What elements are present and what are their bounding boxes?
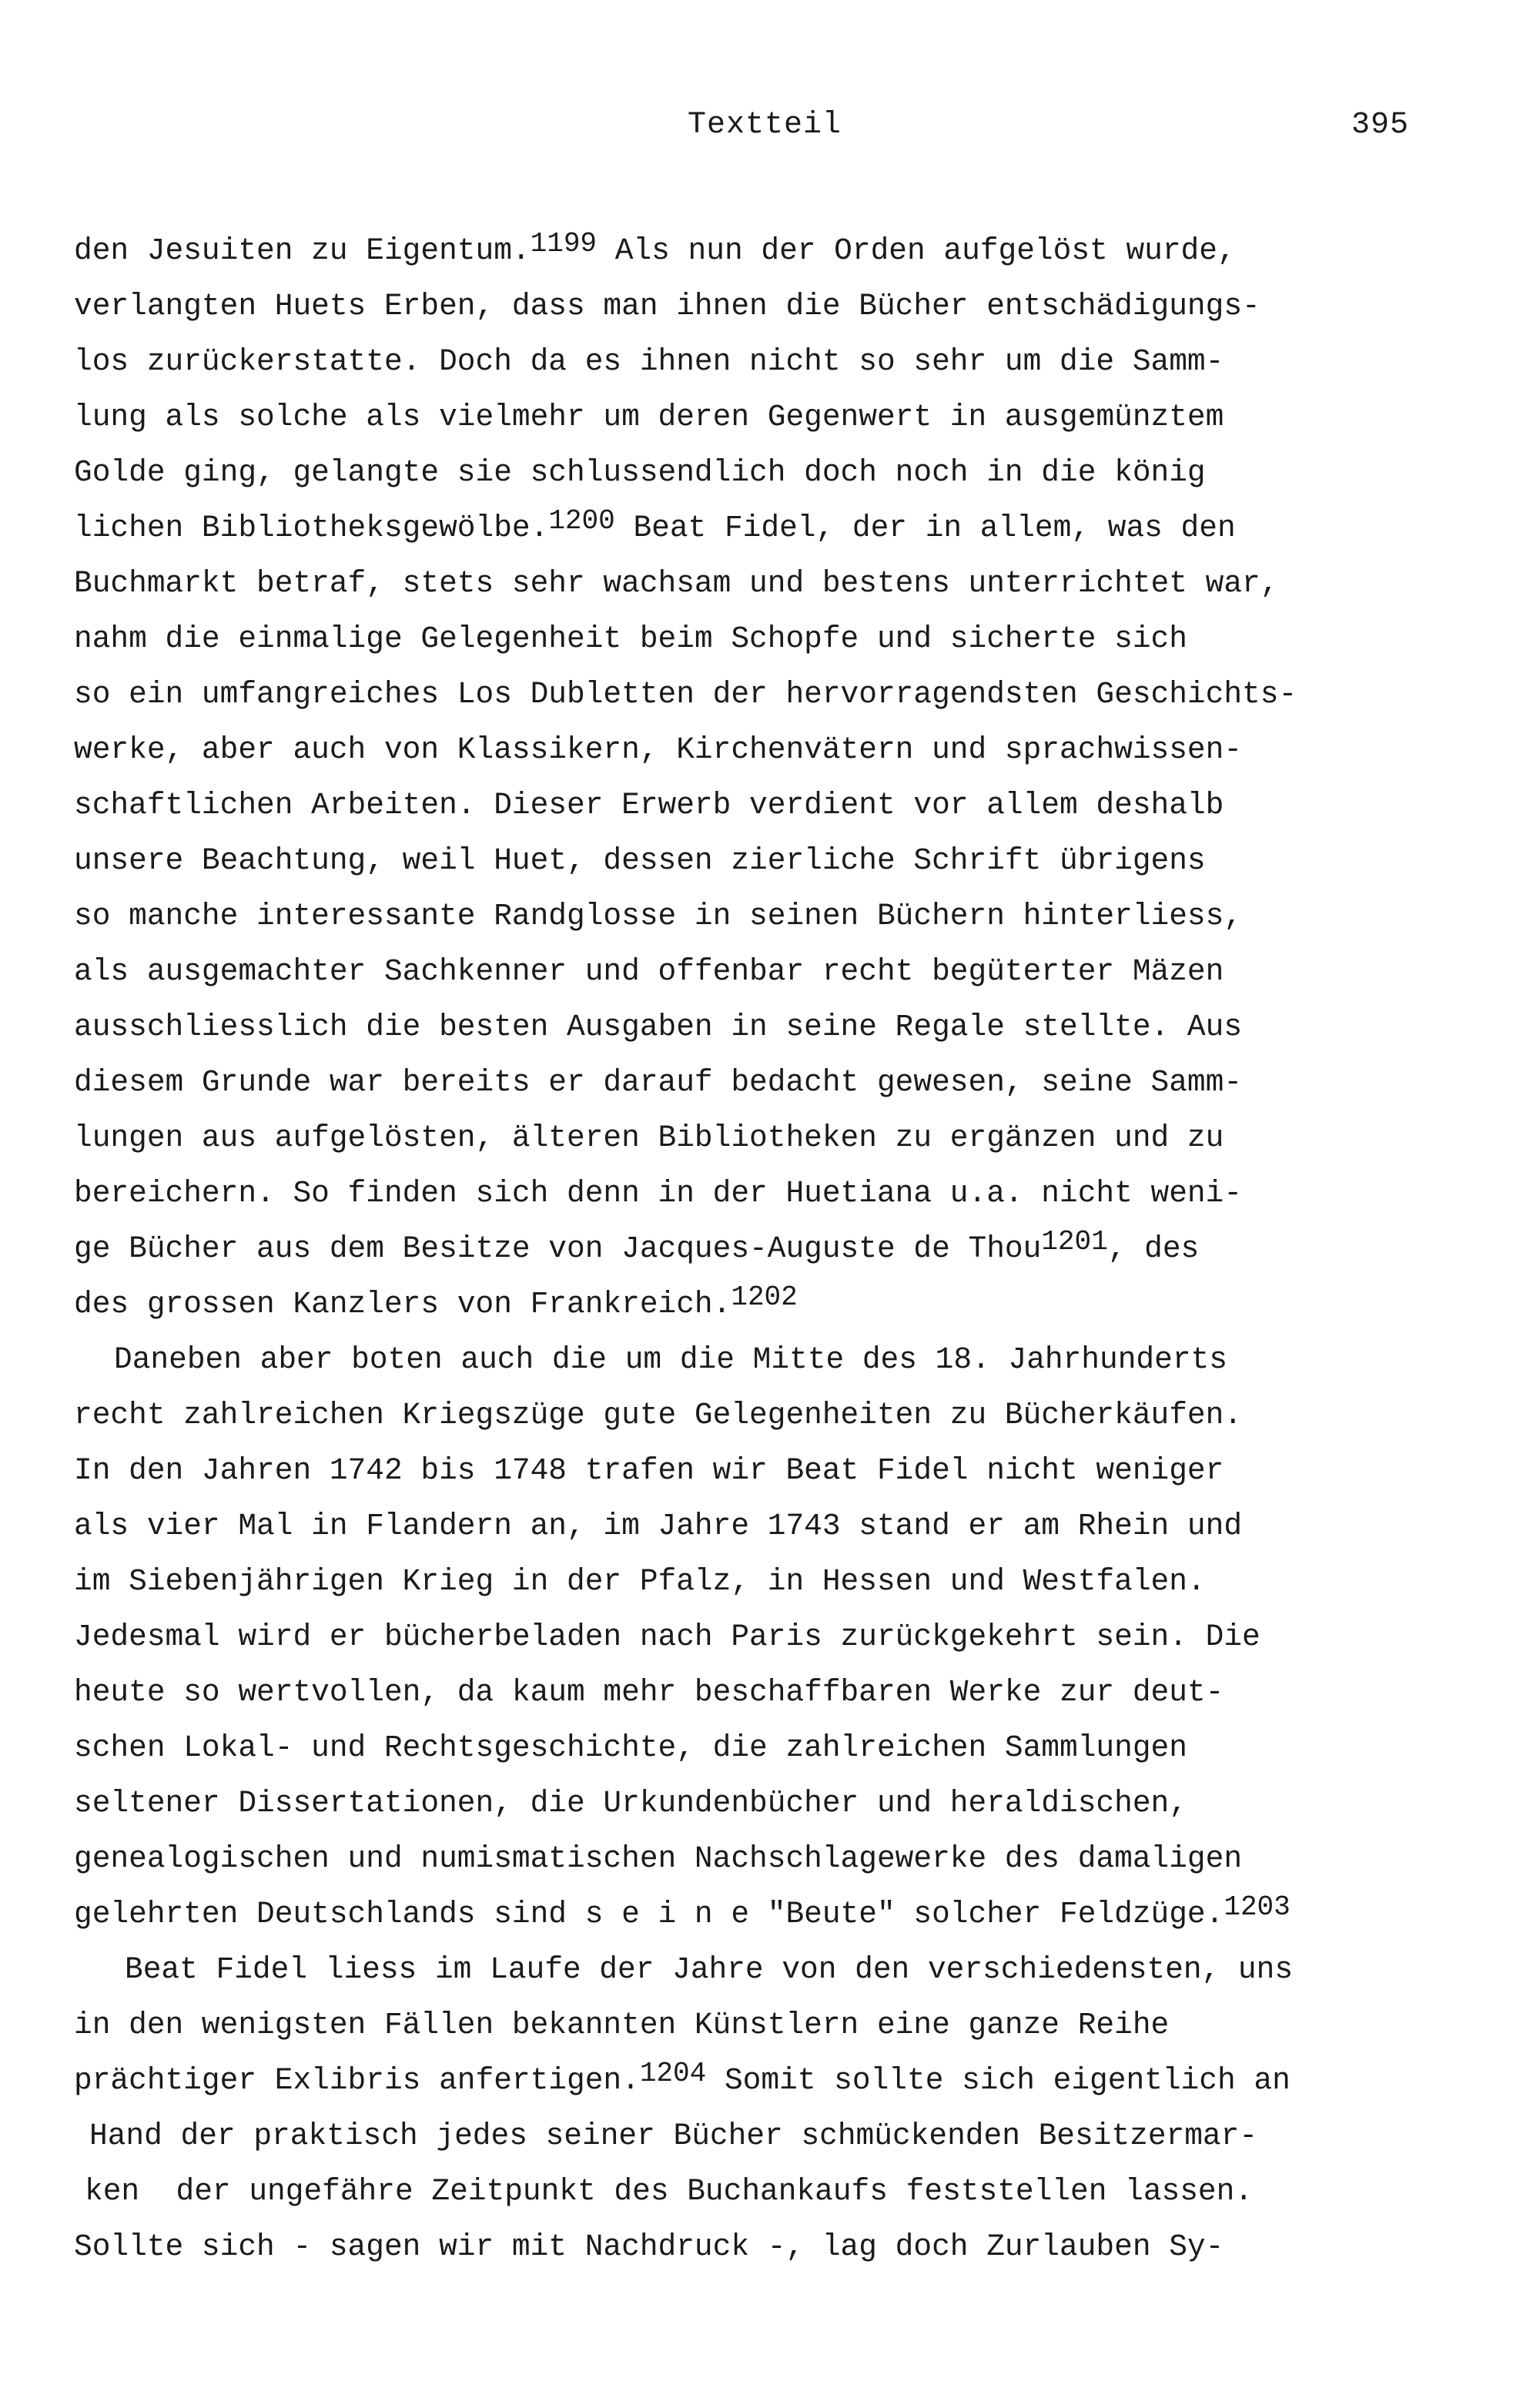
footnote-marker: 1200 xyxy=(548,505,615,537)
line-text: verlangten Huets Erben, dass man ihnen die Bücher entschädigungs- xyxy=(74,289,1260,323)
line-text: Beat Fidel liess im Laufe der Jahre von den verschiedensten, uns xyxy=(125,1952,1294,1987)
text-line xyxy=(74,1332,1506,1388)
line-text: Beat Fidel, der in allem, was den xyxy=(614,511,1236,545)
text-line xyxy=(74,1776,1506,1831)
line-text: so ein umfangreiches Los Dubletten der hervorragendsten Geschichts- xyxy=(74,677,1297,712)
text-line xyxy=(74,1110,1506,1166)
text-line xyxy=(74,611,1506,667)
line-text: nahm die einmalige Gelegenheit beim Schopfe und sicherte sich xyxy=(74,621,1187,656)
text-line xyxy=(74,1554,1506,1610)
line-text: ausschliesslich die besten Ausgaben in seine Regale stellte. Aus xyxy=(74,1010,1243,1044)
line-text: werke, aber auch von Klassikern, Kirchenvätern und sprachwissen- xyxy=(74,732,1243,767)
text-line xyxy=(74,2109,1506,2164)
text-line xyxy=(74,279,1506,334)
line-text: des grossen Kanzlers von Frankreich. xyxy=(74,1287,732,1321)
text-line xyxy=(74,1443,1506,1499)
text-line xyxy=(74,1610,1506,1665)
line-text: los zurückerstatte. Doch da es ihnen nicht so sehr um die Samm- xyxy=(74,344,1224,379)
line-text: heute so wertvollen, da kaum mehr beschaffbaren Werke zur deut- xyxy=(74,1675,1224,1710)
text-line xyxy=(74,1000,1506,1055)
line-text: Buchmarkt betraf, stets sehr wachsam und bestens unterrichtet war, xyxy=(74,566,1279,601)
text-line xyxy=(74,1499,1506,1554)
line-text: Als nun der Orden aufgelöst wurde, xyxy=(597,233,1236,268)
line-text: so manche interessante Randglosse in seinen Büchern hinterliess, xyxy=(74,899,1243,933)
page-number: 395 xyxy=(1351,108,1410,142)
line-text: prächtiger Exlibris anfertigen. xyxy=(74,2063,640,2098)
footnote-marker: 1204 xyxy=(639,2058,707,2089)
line-text: Daneben aber boten auch die um die Mitte des 18. Jahrhunderts xyxy=(114,1342,1227,1377)
line-text: lungen aus aufgelösten, älteren Bibliotheken zu ergänzen und zu xyxy=(74,1120,1224,1155)
line-text: bereichern. So finden sich denn in der Huetiana u.a. nicht weni- xyxy=(74,1176,1243,1211)
line-text: genealogischen und numismatischen Nachschlagewerke des damaligen xyxy=(74,1841,1243,1876)
text-line xyxy=(74,944,1506,1000)
text-line xyxy=(74,2219,1506,2275)
line-text: recht zahlreichen Kriegszüge gute Gelegenheiten zu Bücherkäufen. xyxy=(74,1398,1243,1432)
footnote-marker: 1202 xyxy=(731,1281,798,1313)
text-line xyxy=(74,833,1506,889)
text-line xyxy=(74,334,1506,390)
text-line xyxy=(74,1221,1506,1277)
footnote-marker: 1201 xyxy=(1041,1226,1108,1258)
running-header: Textteil xyxy=(687,108,842,142)
footnote-marker: 1203 xyxy=(1224,1891,1291,1923)
line-text: ken der ungefähre Zeitpunkt des Buchankaufs feststellen lassen. xyxy=(85,2174,1254,2209)
line-text: den Jesuiten zu Eigentum. xyxy=(74,233,531,268)
line-text: schaftlichen Arbeiten. Dieser Erwerb verdient vor allem deshalb xyxy=(74,788,1224,822)
line-text: im Siebenjährigen Krieg in der Pfalz, in Hessen und Westfalen. xyxy=(74,1564,1206,1599)
text-line xyxy=(74,390,1506,445)
line-text: Golde ging, gelangte sie schlussendlich doch noch in die könig xyxy=(74,455,1206,490)
text-line xyxy=(74,445,1506,501)
line-text: in den wenigsten Fällen bekannten Künstlern eine ganze Reihe xyxy=(74,2008,1170,2042)
line-text: diesem Grunde war bereits er darauf bedacht gewesen, seine Samm- xyxy=(74,1065,1243,1100)
line-text: , des xyxy=(1107,1231,1200,1266)
line-text: lung als solche als vielmehr um deren Gegenwert in ausgemünztem xyxy=(74,400,1224,434)
line-text: Jedesmal wird er bücherbeladen nach Paris zurückgekehrt sein. Die xyxy=(74,1620,1260,1654)
line-text: In den Jahren 1742 bis 1748 trafen wir Beat Fidel nicht weniger xyxy=(74,1453,1224,1488)
line-text: seltener Dissertationen, die Urkundenbücher und heraldischen, xyxy=(74,1786,1187,1821)
text-line xyxy=(74,1665,1506,1720)
line-text: lichen Bibliotheksgewölbe. xyxy=(74,511,549,545)
text-line xyxy=(74,1388,1506,1443)
text-line xyxy=(74,778,1506,833)
text-line xyxy=(74,1055,1506,1110)
body-text xyxy=(74,223,1506,2275)
footnote-marker: 1199 xyxy=(530,228,598,260)
text-line xyxy=(74,2164,1506,2219)
text-line xyxy=(74,667,1506,722)
text-line xyxy=(74,1887,1506,1942)
text-line xyxy=(74,223,1506,279)
line-text: unsere Beachtung, weil Huet, dessen zierliche Schrift übrigens xyxy=(74,843,1206,878)
line-text: als ausgemachter Sachkenner und offenbar recht begüterter Mäzen xyxy=(74,954,1224,989)
line-text: gelehrten Deutschlands sind s e i n e "Beute" solcher Feldzüge. xyxy=(74,1897,1224,1931)
text-line xyxy=(74,889,1506,944)
text-line xyxy=(74,722,1506,778)
line-text: ge Bücher aus dem Besitze von Jacques-Auguste de Thou xyxy=(74,1231,1042,1266)
line-text: als vier Mal in Flandern an, im Jahre 1743 stand er am Rhein und xyxy=(74,1509,1243,1543)
line-text: Sollte sich - sagen wir mit Nachdruck -, lag doch Zurlauben Sy- xyxy=(74,2229,1224,2264)
line-text: Hand der praktisch jedes seiner Bücher schmückenden Besitzermar- xyxy=(89,2119,1258,2153)
text-line xyxy=(74,1720,1506,1776)
text-line xyxy=(74,2053,1506,2109)
line-text: schen Lokal- und Rechtsgeschichte, die zahlreichen Sammlungen xyxy=(74,1730,1187,1765)
text-line xyxy=(74,1998,1506,2053)
line-text: Somit sollte sich eigentlich an xyxy=(706,2063,1291,2098)
text-line xyxy=(74,1831,1506,1887)
text-line xyxy=(74,1942,1506,1998)
text-line xyxy=(74,501,1506,556)
text-line xyxy=(74,1277,1506,1332)
text-line xyxy=(74,556,1506,611)
text-line xyxy=(74,1166,1506,1221)
